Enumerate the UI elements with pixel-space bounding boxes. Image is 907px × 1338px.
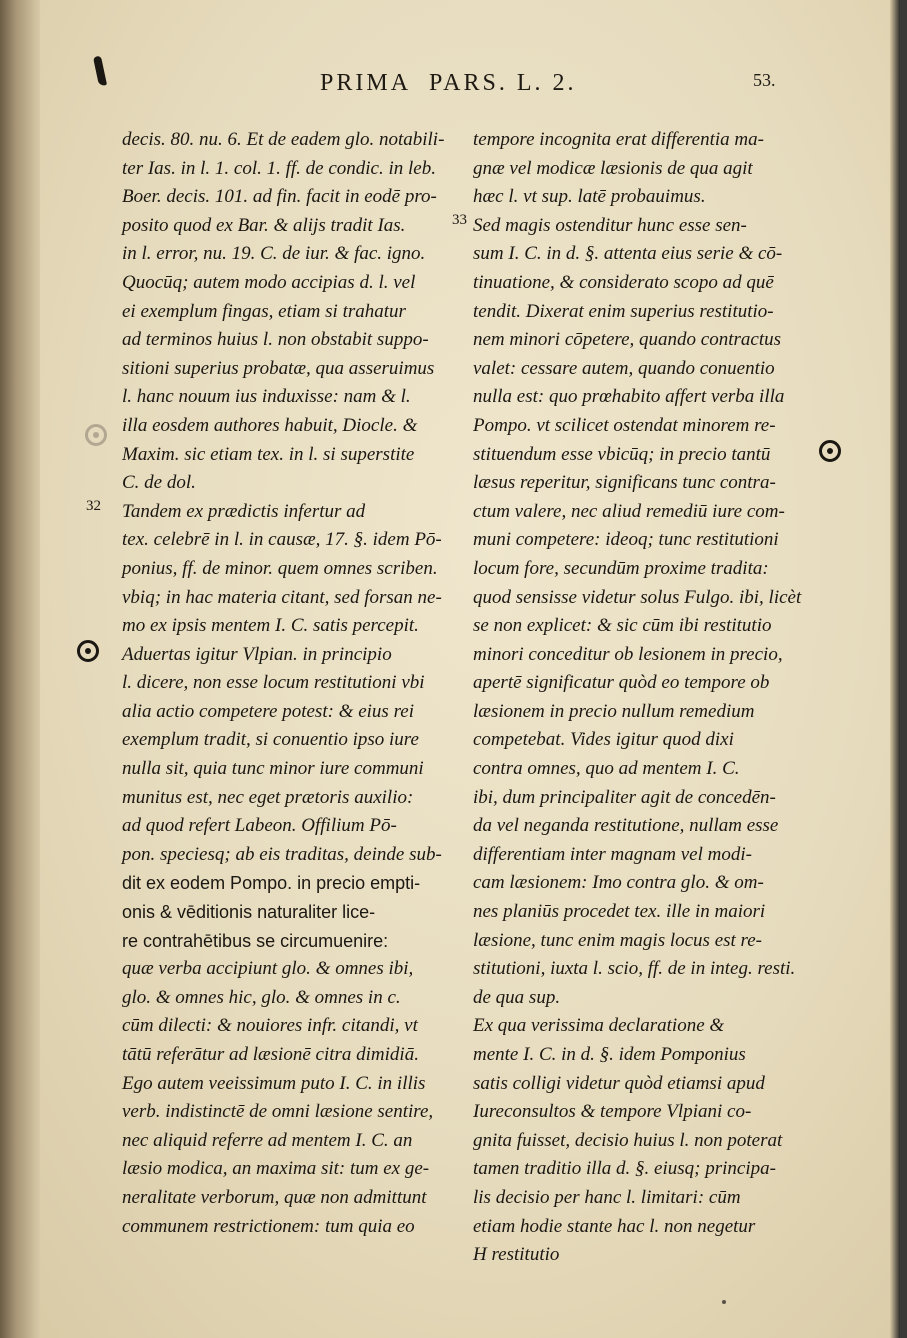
text-line: locum fore, secundūm proxime tradita: bbox=[473, 557, 769, 579]
text-line: mo ex ipsis mentem I. C. satis percepit. bbox=[122, 615, 419, 637]
text-line: muni competere: ideoq; tunc restitutioni bbox=[473, 529, 779, 551]
text-line: satis colligi videtur quòd etiamsi apud bbox=[473, 1072, 765, 1094]
text-line: tempore incognita erat differentia ma- bbox=[473, 129, 764, 150]
text-line: quod sensisse videtur solus Fulgo. ibi, licèt bbox=[473, 586, 802, 608]
text-line: ctum valere, nec aliud remediū iure com- bbox=[473, 500, 785, 522]
text-line: competebat. Vides igitur quod dixi bbox=[473, 729, 734, 751]
page-edge bbox=[890, 0, 900, 1338]
text-line: vbiq; in hac materia citant, sed forsan ne- bbox=[122, 586, 442, 608]
text-line: cam læsionem: Imo contra glo. & om- bbox=[473, 872, 764, 894]
text-line: ter Ias. in l. 1. col. 1. ff. de condic. in leb. bbox=[122, 157, 436, 179]
text-line: pon. speciesq; ab eis traditas, deinde sub- bbox=[122, 843, 442, 865]
margin-number-right: 33 bbox=[452, 212, 467, 228]
text-line: gnæ vel modicæ læsionis de qua agit bbox=[473, 157, 753, 179]
circle-mark-left-icon bbox=[77, 640, 99, 662]
header-title-b: PARS. L. 2. bbox=[429, 70, 577, 96]
text-line: apertē significatur quòd eo tempore ob bbox=[473, 672, 770, 694]
text-line: decis. 80. nu. 6. Et de eadem glo. notabili- bbox=[122, 129, 445, 150]
text-line: se non explicet: & sic cūm ibi restitutio bbox=[473, 615, 772, 637]
text-line: verb. indistinctē de omni læsione sentire, bbox=[122, 1101, 434, 1123]
text-line: minori conceditur ob lesionem in precio, bbox=[473, 643, 783, 665]
text-line: da vel neganda restitutione, nullam esse bbox=[473, 815, 779, 837]
text-line: tinuatione, & considerato scopo ad quē bbox=[473, 271, 774, 293]
text-line: in l. error, nu. 19. C. de iur. & fac. igno. bbox=[122, 243, 426, 265]
text-line: Tandem ex prædictis infertur ad bbox=[122, 500, 366, 522]
text-line: Ego autem veeissimum puto I. C. in illis bbox=[122, 1072, 426, 1094]
text-line: tātū referātur ad læsionē citra dimidiā. bbox=[122, 1044, 419, 1065]
text-line: læsione, tunc enim magis locus est re- bbox=[473, 929, 763, 951]
text-line: Maxim. sic etiam tex. in l. si superstite bbox=[122, 443, 415, 465]
right-text-column bbox=[473, 126, 803, 1270]
text-line: posito quod ex Bar. & alijs tradit Ias. bbox=[122, 214, 406, 236]
text-line: l. hanc nouum ius induxisse: nam & l. bbox=[122, 386, 411, 408]
text-line: nec aliquid referre ad mentem I. C. an bbox=[122, 1129, 413, 1151]
text-line: Ex qua verissima declaratione & bbox=[473, 1015, 725, 1037]
binding-gutter bbox=[0, 0, 40, 1338]
text-line: stituendum esse vbicūq; in precio tantū bbox=[473, 443, 771, 465]
text-line: valet: cessare autem, quando conuentio bbox=[473, 357, 775, 379]
header-title-a: PRIMA bbox=[320, 70, 412, 96]
faint-circle-mark-icon bbox=[85, 424, 107, 446]
text-line: illa eosdem authores habuit, Diocle. & bbox=[122, 414, 418, 436]
text-line: communem restrictionem: tum quia eo bbox=[122, 1215, 415, 1237]
text-line: cūm dilecti: & nouiores infr. citandi, vt bbox=[122, 1015, 418, 1037]
page-number: 53. bbox=[753, 70, 776, 90]
margin-number-left: 32 bbox=[86, 498, 101, 514]
text-line: Aduertas igitur Vlpian. in principio bbox=[122, 643, 392, 665]
text-line: etiam hodie stante hac l. non negetur bbox=[473, 1215, 756, 1237]
text-line: ei exemplum fingas, etiam si trahatur bbox=[122, 300, 406, 322]
text-line: munitus est, nec eget prætoris auxilio: bbox=[122, 786, 414, 808]
text-line: tamen traditio illa d. §. eiusq; principa- bbox=[473, 1158, 776, 1180]
text-line: l. dicere, non esse locum restitutioni vbi bbox=[122, 672, 425, 694]
text-line: dit ex eodem Pompo. in precio empti- bbox=[122, 873, 421, 894]
text-line: Iureconsultos & tempore Vlpiani co- bbox=[473, 1101, 752, 1123]
text-line: læsio modica, an maxima sit: tum ex ge- bbox=[122, 1158, 430, 1180]
text-line: Boer. decis. 101. ad fin. facit in eodē pro- bbox=[122, 186, 437, 208]
text-line: tendit. Dixerat enim superius restitutio- bbox=[473, 300, 774, 322]
text-line: nulla est: quo prœhabito affert verba illa bbox=[473, 386, 785, 408]
text-line: sitioni superius probatæ, qua asseruimus bbox=[122, 357, 435, 379]
text-line: mente I. C. in d. §. idem Pomponius bbox=[473, 1044, 746, 1065]
text-line: hæc l. vt sup. latē probauimus. bbox=[473, 186, 706, 208]
text-line: nes planiūs procedet tex. ille in maiori bbox=[473, 901, 766, 923]
text-line: Sed magis ostenditur hunc esse sen- bbox=[473, 214, 747, 236]
text-line: nulla sit, quia tunc minor iure communi bbox=[122, 758, 424, 780]
text-line: sum I. C. in d. §. attenta eius serie & cō- bbox=[473, 243, 783, 265]
text-line: ibi, dum principaliter agit de concedēn- bbox=[473, 786, 776, 808]
text-line: ad quod refert Labeon. Offilium Pō- bbox=[122, 815, 397, 837]
text-line: ponius, ff. de minor. quem omnes scriben. bbox=[122, 557, 438, 579]
circle-mark-right-icon bbox=[819, 440, 841, 462]
text-line: H restitutio bbox=[473, 1244, 560, 1266]
text-line: de qua sup. bbox=[473, 986, 561, 1008]
text-line: Pompo. vt scilicet ostendat minorem re- bbox=[473, 414, 776, 436]
text-line: stitutioni, iuxta l. scio, ff. de in integ. resti. bbox=[473, 958, 796, 980]
running-header bbox=[320, 70, 577, 97]
text-line: exemplum tradit, si conuentio ipso iure bbox=[122, 729, 419, 751]
text-line: gnita fuisset, decisio huius l. non poterat bbox=[473, 1129, 783, 1151]
text-line: tex. celebrē in l. in causæ, 17. §. idem Pō- bbox=[122, 529, 442, 551]
text-line: ad terminos huius l. non obstabit suppo- bbox=[122, 329, 429, 351]
text-line: Quocūq; autem modo accipias d. l. vel bbox=[122, 271, 416, 293]
text-line: glo. & omnes hic, glo. & omnes in c. bbox=[122, 986, 401, 1008]
text-line: contra omnes, quo ad mentem I. C. bbox=[473, 758, 740, 780]
text-line: onis & vēditionis naturaliter lice- bbox=[122, 902, 376, 923]
text-line: lis decisio per hanc l. limitari: cūm bbox=[473, 1186, 741, 1208]
text-line: alia actio competere potest: & eius rei bbox=[122, 700, 414, 722]
text-line: quæ verba accipiunt glo. & omnes ibi, bbox=[122, 958, 414, 980]
text-line: re contrahētibus se circumuenire: bbox=[122, 930, 389, 951]
text-line: læsus reperitur, significans tunc contra- bbox=[473, 472, 776, 494]
text-line: differentiam inter magnam vel modi- bbox=[473, 843, 752, 865]
text-line: C. de dol. bbox=[122, 472, 196, 494]
text-line: læsionem in precio nullum remedium bbox=[473, 700, 755, 722]
ink-dot bbox=[722, 1300, 726, 1304]
ink-mark bbox=[93, 55, 107, 86]
text-line: neralitate verborum, quæ non admittunt bbox=[122, 1186, 427, 1208]
left-text-column bbox=[122, 126, 452, 1241]
text-line: nem minori cōpetere, quando contractus bbox=[473, 329, 781, 351]
